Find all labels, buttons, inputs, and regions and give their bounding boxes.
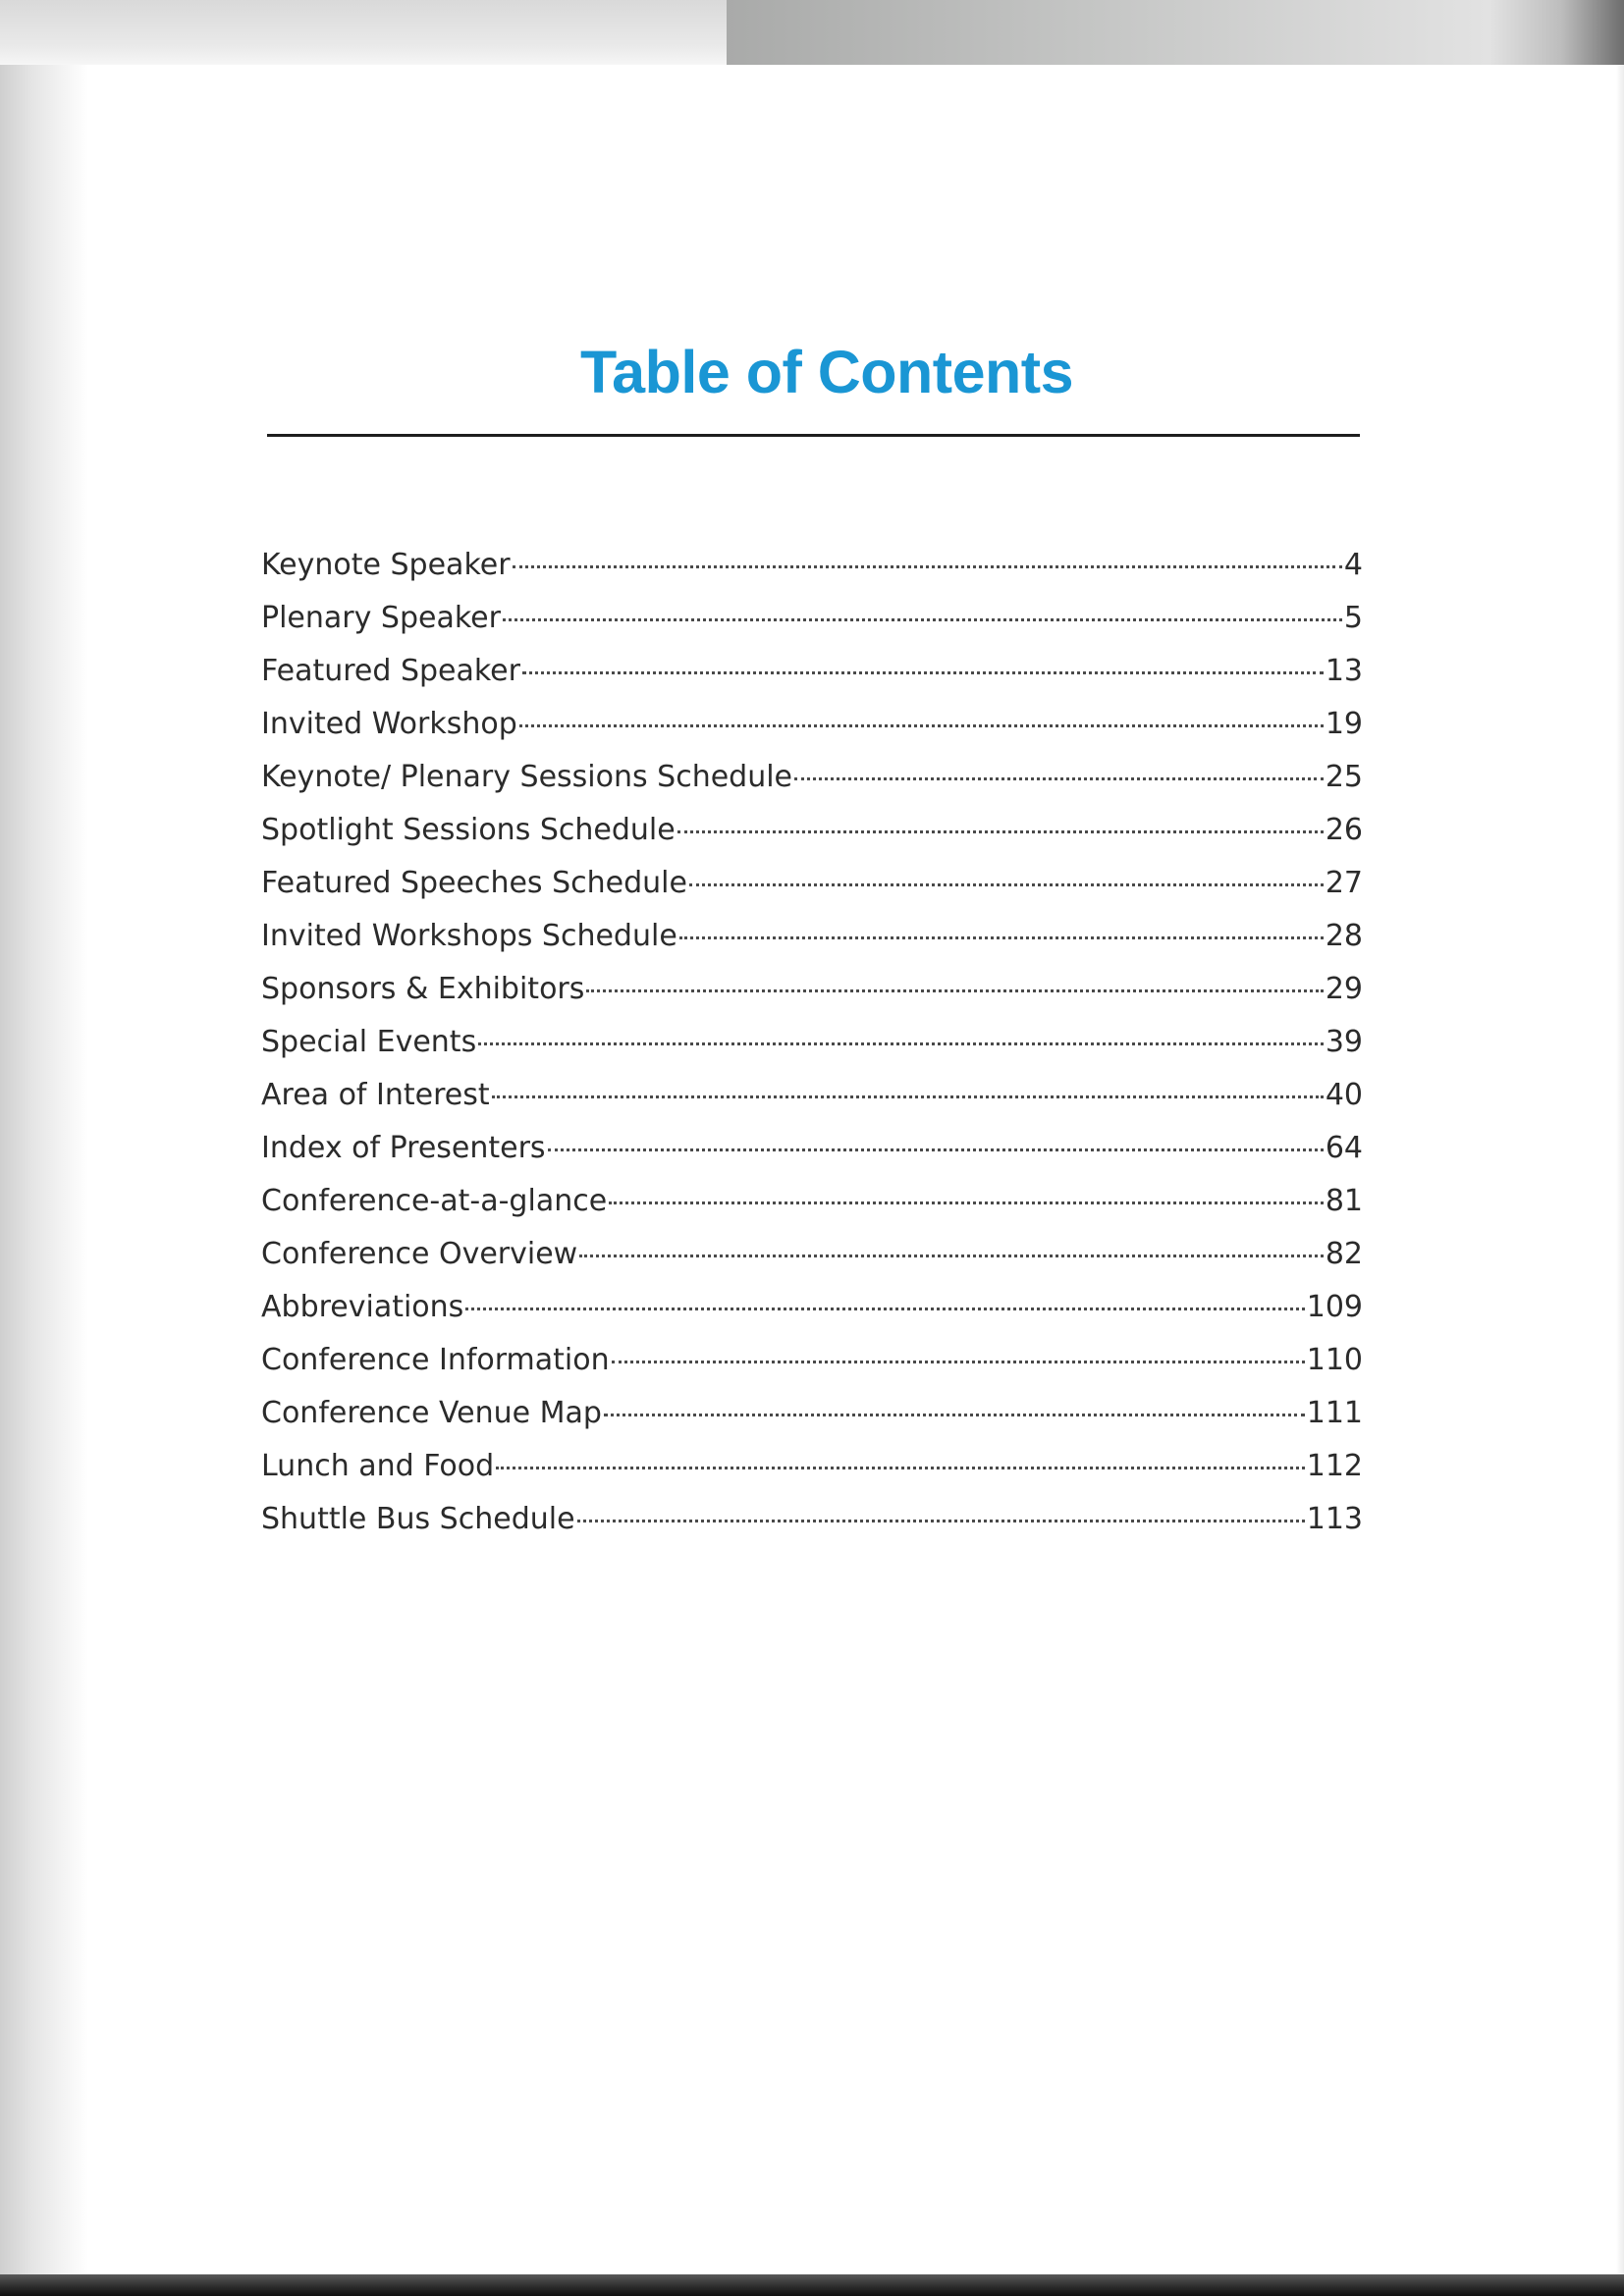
toc-entry	[261, 1237, 1363, 1290]
toc-entry-label: Conference Venue Map	[261, 1396, 602, 1430]
toc-entry	[261, 707, 1363, 760]
toc-entry-label: Index of Presenters	[261, 1131, 546, 1165]
toc-dot-leader	[548, 1148, 1324, 1151]
toc-entry-label: Invited Workshops Schedule	[261, 919, 677, 953]
toc-dot-leader	[522, 671, 1324, 674]
toc-entry-label: Conference-at-a-glance	[261, 1184, 608, 1218]
toc-entry	[261, 1184, 1363, 1237]
toc-dot-leader	[478, 1042, 1324, 1045]
toc-entry	[261, 1290, 1363, 1343]
toc-entry	[261, 1131, 1363, 1184]
page-title: Table of Contents	[579, 339, 1074, 405]
toc-entry-label: Keynote Speaker	[261, 548, 511, 582]
toc-entry	[261, 760, 1363, 813]
toc-dot-leader	[689, 883, 1324, 886]
toc-entry-page-number: 112	[1306, 1449, 1363, 1483]
toc-entry-label: Invited Workshop	[261, 707, 517, 741]
scan-top-shadow	[0, 0, 727, 65]
toc-dot-leader	[612, 1361, 1305, 1363]
toc-entry	[261, 654, 1363, 707]
toc-entry-page-number: 5	[1343, 601, 1363, 635]
toc-entry-page-number: 25	[1325, 760, 1363, 794]
toc-dot-leader	[586, 989, 1323, 992]
toc-entry	[261, 866, 1363, 919]
toc-dot-leader	[609, 1201, 1324, 1204]
toc-entry-page-number: 4	[1343, 548, 1363, 582]
toc-dot-leader	[679, 936, 1324, 939]
toc-entry-label: Sponsors & Exhibitors	[261, 972, 585, 1006]
toc-dot-leader	[503, 618, 1342, 621]
toc-dot-leader	[513, 565, 1342, 568]
toc-entry-page-number: 26	[1325, 813, 1363, 847]
toc-entry-page-number: 110	[1306, 1343, 1363, 1377]
toc-entry-page-number: 81	[1325, 1184, 1363, 1218]
toc-entry	[261, 1025, 1363, 1078]
toc-entry	[261, 972, 1363, 1025]
toc-dot-leader	[577, 1520, 1305, 1522]
toc-entry-label: Featured Speaker	[261, 654, 520, 688]
toc-entry	[261, 813, 1363, 866]
toc-entry-page-number: 13	[1325, 654, 1363, 688]
toc-entry-page-number: 39	[1325, 1025, 1363, 1059]
toc-entry-page-number: 64	[1325, 1131, 1363, 1165]
toc-entry-page-number: 113	[1306, 1502, 1363, 1536]
toc-dot-leader	[604, 1414, 1305, 1416]
toc-entry-label: Conference Information	[261, 1343, 610, 1377]
toc-entry	[261, 1343, 1363, 1396]
toc-entry-label: Keynote/ Plenary Sessions Schedule	[261, 760, 793, 794]
toc-entry-label: Shuttle Bus Schedule	[261, 1502, 575, 1536]
toc-entry-label: Abbreviations	[261, 1290, 464, 1324]
toc-entry-page-number: 28	[1325, 919, 1363, 953]
toc-entry-label: Plenary Speaker	[261, 601, 501, 635]
toc-entry-page-number: 40	[1325, 1078, 1363, 1112]
toc-entry-page-number: 109	[1306, 1290, 1363, 1324]
toc-dot-leader	[519, 724, 1324, 727]
toc-entry-page-number: 19	[1325, 707, 1363, 741]
scan-bottom-edge	[0, 2274, 1624, 2296]
title-underline	[267, 434, 1360, 437]
toc-entry-page-number: 111	[1306, 1396, 1363, 1430]
toc-dot-leader	[465, 1308, 1304, 1310]
toc-entry-page-number: 27	[1325, 866, 1363, 900]
toc-entry	[261, 548, 1363, 601]
toc-entry-page-number: 82	[1325, 1237, 1363, 1271]
toc-list	[261, 548, 1363, 1555]
toc-entry-page-number: 29	[1325, 972, 1363, 1006]
toc-dot-leader	[492, 1095, 1324, 1098]
toc-entry	[261, 1396, 1363, 1449]
toc-entry	[261, 1078, 1363, 1131]
toc-entry	[261, 919, 1363, 972]
toc-entry	[261, 1449, 1363, 1502]
toc-entry-label: Area of Interest	[261, 1078, 490, 1112]
toc-dot-leader	[579, 1255, 1324, 1257]
toc-entry	[261, 1502, 1363, 1555]
toc-dot-leader	[496, 1467, 1305, 1469]
toc-dot-leader	[794, 777, 1324, 780]
toc-entry-label: Featured Speeches Schedule	[261, 866, 687, 900]
toc-entry-label: Spotlight Sessions Schedule	[261, 813, 676, 847]
toc-entry	[261, 601, 1363, 654]
toc-entry-label: Conference Overview	[261, 1237, 578, 1271]
toc-entry-label: Lunch and Food	[261, 1449, 495, 1483]
toc-entry-label: Special Events	[261, 1025, 477, 1059]
scan-top-right-shadow	[727, 0, 1624, 65]
toc-dot-leader	[677, 830, 1324, 833]
